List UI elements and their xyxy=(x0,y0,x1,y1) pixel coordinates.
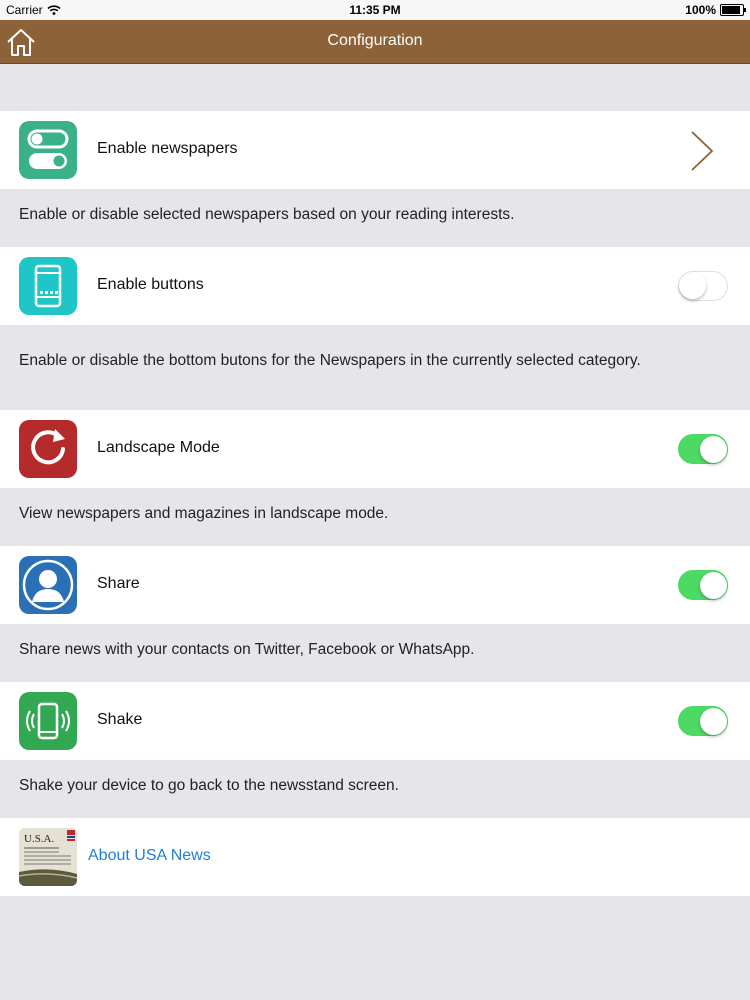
status-bar xyxy=(0,0,750,20)
share-toggle[interactable] xyxy=(678,570,728,600)
nav-bar xyxy=(0,20,750,64)
battery-level xyxy=(722,6,740,14)
setting-label: Shake xyxy=(97,711,143,728)
battery-indicator xyxy=(685,3,744,17)
chevron-right-icon[interactable] xyxy=(690,130,714,172)
enable-buttons-toggle[interactable] xyxy=(678,271,728,301)
setting-row-enable-newspapers[interactable] xyxy=(0,111,750,189)
setting-description: Share news with your contacts on Twitter, Facebook or WhatsApp. xyxy=(19,641,475,658)
landscape-mode-toggle[interactable] xyxy=(678,434,728,464)
newspaper-icon xyxy=(19,828,77,886)
newspaper-icon-text: U.S.A. xyxy=(24,833,55,845)
setting-row-landscape-mode xyxy=(0,410,750,488)
shake-phone-icon xyxy=(19,692,77,750)
carrier-label: Carrier xyxy=(6,3,43,17)
toggle-knob xyxy=(700,708,727,735)
setting-row-enable-buttons xyxy=(0,247,750,325)
setting-label: Share xyxy=(97,575,140,592)
battery-icon xyxy=(720,4,744,16)
tablet-icon xyxy=(19,257,77,315)
toggle-knob xyxy=(700,436,727,463)
switches-icon xyxy=(19,121,77,179)
page-title: Configuration xyxy=(327,32,423,49)
setting-label: Landscape Mode xyxy=(97,439,220,456)
battery-percent: 100% xyxy=(685,3,716,17)
status-time: 11:35 PM xyxy=(349,3,401,17)
toggle-knob xyxy=(700,572,727,599)
setting-label: Enable buttons xyxy=(97,276,204,293)
setting-description: View newspapers and magazines in landscape mode. xyxy=(19,505,389,522)
setting-description: Enable or disable selected newspapers based on your reading interests. xyxy=(19,206,515,223)
contact-icon xyxy=(19,556,77,614)
toggle-knob xyxy=(679,272,706,299)
about-link[interactable]: About USA News xyxy=(88,847,211,864)
about-row[interactable] xyxy=(0,818,750,896)
setting-description: Enable or disable the bottom butons for the Newspapers in the currently selected category. xyxy=(19,352,641,369)
setting-row-share xyxy=(0,546,750,624)
setting-description: Shake your device to go back to the newsstand screen. xyxy=(19,777,399,794)
rotate-icon xyxy=(19,420,77,478)
setting-row-shake xyxy=(0,682,750,760)
setting-label: Enable newspapers xyxy=(97,140,238,157)
shake-toggle[interactable] xyxy=(678,706,728,736)
